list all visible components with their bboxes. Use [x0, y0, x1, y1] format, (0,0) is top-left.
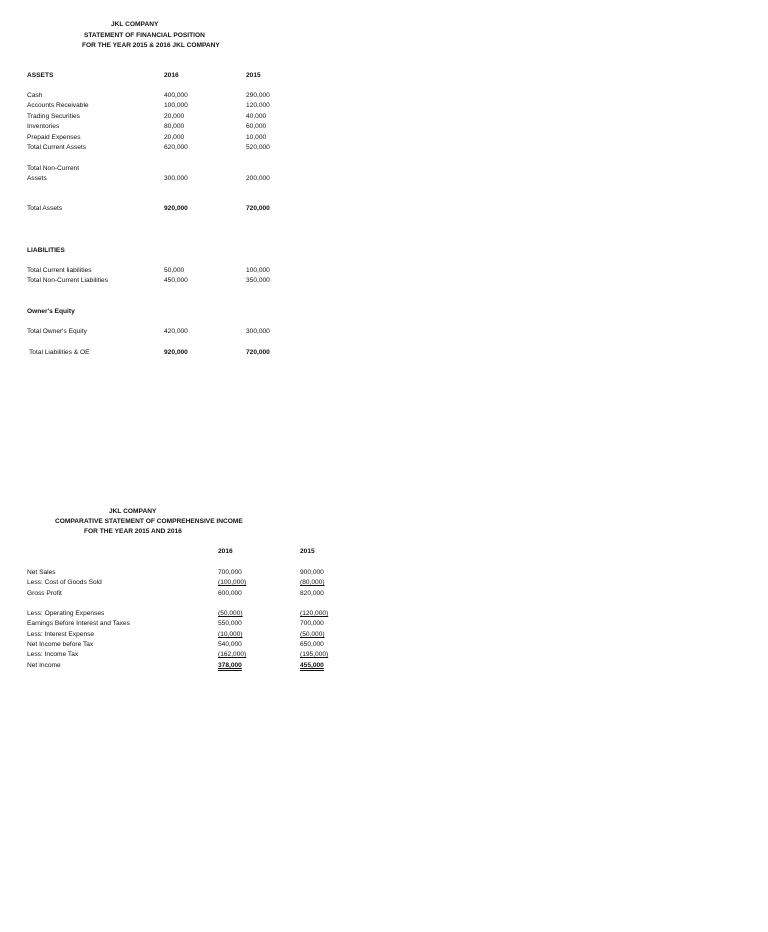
column-header-2015: 2015	[300, 548, 315, 555]
value-2016: (10,000)	[218, 631, 243, 638]
section-heading-assets: ASSETS	[27, 72, 54, 79]
is-row-interest-expense	[0, 630, 420, 640]
bs-title-statement: STATEMENT OF FINANCIAL POSITION	[84, 32, 205, 39]
value-2015: 100,000	[246, 267, 270, 274]
row-label: Total Current liabilities	[27, 267, 92, 274]
value-2015: (195,000)	[300, 651, 329, 658]
bs-row-total-current-assets	[0, 143, 420, 153]
value-2015: 455,000	[300, 662, 324, 669]
row-label: Total Liabilities & OE	[29, 349, 90, 356]
value-2016: 450,000	[164, 277, 188, 284]
value-2016: 20,000	[164, 113, 185, 120]
bs-row-total-owners-equity	[0, 327, 420, 337]
bs-row-trading-securities	[0, 112, 420, 122]
is-row-net-income-before-tax	[0, 640, 420, 650]
row-label: Net Income	[27, 662, 61, 669]
row-label: Less: Income Tax	[27, 651, 79, 658]
is-row-income-tax	[0, 650, 420, 660]
value-2015: 900,000	[300, 569, 324, 576]
value-2015: 40,000	[246, 113, 267, 120]
bs-row-cash	[0, 91, 420, 101]
section-heading-owners-equity: Owner's Equity	[27, 308, 75, 315]
value-2015: 300,000	[246, 328, 270, 335]
row-label: Assets	[27, 175, 47, 182]
row-label: Total Current Assets	[27, 144, 87, 151]
row-label: Gross Profit	[27, 590, 62, 597]
bs-header-row	[0, 71, 420, 81]
value-2016: 550,000	[218, 620, 242, 627]
row-label: Less: Interest Expense	[27, 631, 95, 638]
is-header-row	[0, 547, 420, 557]
value-2015: 720,000	[246, 205, 270, 212]
value-2016: 100,000	[164, 102, 188, 109]
is-title-period: FOR THE YEAR 2015 AND 2016	[84, 528, 182, 535]
row-label: Trading Securities	[27, 113, 80, 120]
row-label: Cash	[27, 92, 43, 99]
row-label: Inventories	[27, 123, 60, 130]
value-2015: 520,000	[246, 144, 270, 151]
is-row-operating-expenses	[0, 609, 420, 619]
value-2016: 920,000	[164, 349, 188, 356]
value-2015: 60,000	[246, 123, 267, 130]
value-2015: (80,000)	[300, 579, 325, 586]
row-label: Prepaid Expenses	[27, 134, 81, 141]
column-header-2016: 2016	[164, 72, 179, 79]
row-label: Total Non-Current	[27, 165, 80, 172]
bs-row-total-non-current-liabilities	[0, 276, 420, 286]
value-2015: 10,000	[246, 134, 267, 141]
bs-equity-heading-row	[0, 307, 420, 317]
value-2016: 300,000	[164, 175, 188, 182]
row-label: Less: Operating Expenses	[27, 610, 105, 617]
row-label: Total Non-Current Liabilities	[27, 277, 108, 284]
value-2015: 700,000	[300, 620, 324, 627]
value-2016: 80,000	[164, 123, 185, 130]
value-2015: 720,000	[246, 349, 270, 356]
value-2016: 540,000	[218, 641, 242, 648]
value-2016: 620,000	[164, 144, 188, 151]
row-label: Total Owner's Equity	[27, 328, 87, 335]
column-header-2015: 2015	[246, 72, 261, 79]
value-2016: 20,000	[164, 134, 185, 141]
row-label: Less: Cost of Goods Sold	[27, 579, 102, 586]
row-label: Net Income before Tax	[27, 641, 94, 648]
section-heading-liabilities: LIABILITIES	[27, 247, 65, 254]
value-2015: (50,000)	[300, 631, 325, 638]
is-title-company: JKL COMPANY	[109, 508, 157, 515]
row-label: Total Assets	[27, 205, 63, 212]
value-2016: 378,000	[218, 662, 242, 669]
is-row-cost-of-goods-sold	[0, 578, 420, 588]
value-2016: (162,000)	[218, 651, 247, 658]
bs-row-accounts-receivable	[0, 101, 420, 111]
value-2016: 700,000	[218, 569, 242, 576]
bs-row-non-current-label-line1	[0, 164, 420, 174]
row-label: Net Sales	[27, 569, 56, 576]
value-2015: 350,000	[246, 277, 270, 284]
is-title-statement: COMPARATIVE STATEMENT OF COMPREHENSIVE INCOME	[55, 518, 243, 525]
bs-liabilities-heading-row	[0, 246, 420, 256]
bs-row-total-liabilities-oe	[0, 348, 420, 358]
value-2015: 120,000	[246, 102, 270, 109]
value-2015: 820,000	[300, 590, 324, 597]
bs-title-period: FOR THE YEAR 2015 & 2016 JKL COMPANY	[82, 42, 220, 49]
row-label: Earnings Before Interest and Taxes	[27, 620, 130, 627]
value-2015: 200,000	[246, 175, 270, 182]
is-row-ebit	[0, 619, 420, 629]
value-2015: 290,000	[246, 92, 270, 99]
value-2016: 600,000	[218, 590, 242, 597]
value-2016: 400,000	[164, 92, 188, 99]
value-2016: 50,000	[164, 267, 185, 274]
bs-row-total-assets	[0, 204, 420, 214]
bs-row-total-current-liabilities	[0, 266, 420, 276]
bs-row-prepaid-expenses	[0, 133, 420, 143]
value-2016: 920,000	[164, 205, 188, 212]
is-row-gross-profit	[0, 589, 420, 599]
value-2015: 650,000	[300, 641, 324, 648]
row-label: Accounts Receivable	[27, 102, 89, 109]
bs-row-total-non-current-assets	[0, 174, 420, 184]
is-row-net-income	[0, 661, 420, 671]
value-2015: (120,000)	[300, 610, 329, 617]
value-2016: (100,000)	[218, 579, 247, 586]
value-2016: (50,000)	[218, 610, 243, 617]
bs-title-company: JKL COMPANY	[111, 21, 159, 28]
bs-row-inventories	[0, 122, 420, 132]
column-header-2016: 2016	[218, 548, 233, 555]
value-2016: 420,000	[164, 328, 188, 335]
is-row-net-sales	[0, 568, 420, 578]
